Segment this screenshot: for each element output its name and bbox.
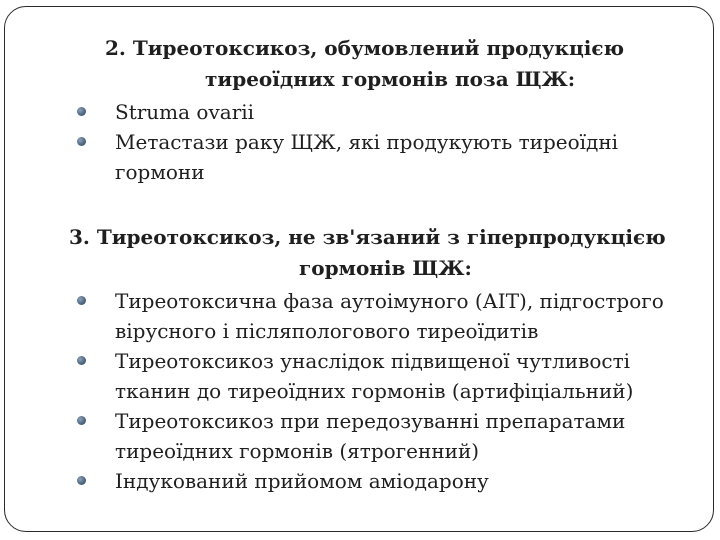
list-item [5,466,713,496]
list-item-text: Метастази раку ЩЖ, які продукують тиреоїдні [115,130,619,154]
list-item [5,346,713,406]
section-3-heading-line-2: гормонів ЩЖ: [299,256,472,280]
list-item-text: Тиреотоксична фаза аутоімуного (АІТ), підгострого [115,289,664,313]
list-item [5,97,713,127]
list-item-text-cont: гормони [115,160,205,184]
list-item-text: Індукований прийомом аміодарону [115,469,489,493]
section-2-heading-line-1: 2. Тиреотоксикоз, обумовлений продукцією [105,36,625,60]
section-2 [5,33,713,187]
bullet-icon [77,416,86,425]
list-item-text-cont: тканин до тиреоїдних гормонів (артифіціальний) [115,379,634,403]
list-item-text: Struma ovarii [115,100,255,124]
list-item-text: Тиреотоксикоз при передозуванні препаратами [115,409,626,433]
list-item [5,406,713,466]
slide-frame [4,6,714,532]
bullet-icon [77,476,86,485]
section-2-heading [5,33,713,95]
section-3-heading-line-1: 3. Тиреотоксикоз, не зв'язаний з гіперпродукцією [69,225,666,249]
bullet-icon [77,107,86,116]
list-item [5,286,713,346]
bullet-icon [77,356,86,365]
section-2-heading-line-2: тиреоїдних гормонів поза ЩЖ: [205,67,576,91]
bullet-icon [77,137,86,146]
bullet-icon [77,296,86,305]
list-item-text: Тиреотоксикоз унаслідок підвищеної чутливості [115,349,631,373]
list-item [5,127,713,187]
section-3-heading [5,222,713,284]
section-3 [5,222,713,496]
list-item-text-cont: вірусного і післяпологового тиреоїдитів [115,319,539,343]
list-item-text-cont: тиреоїдних гормонів (ятрогенний) [115,439,480,463]
